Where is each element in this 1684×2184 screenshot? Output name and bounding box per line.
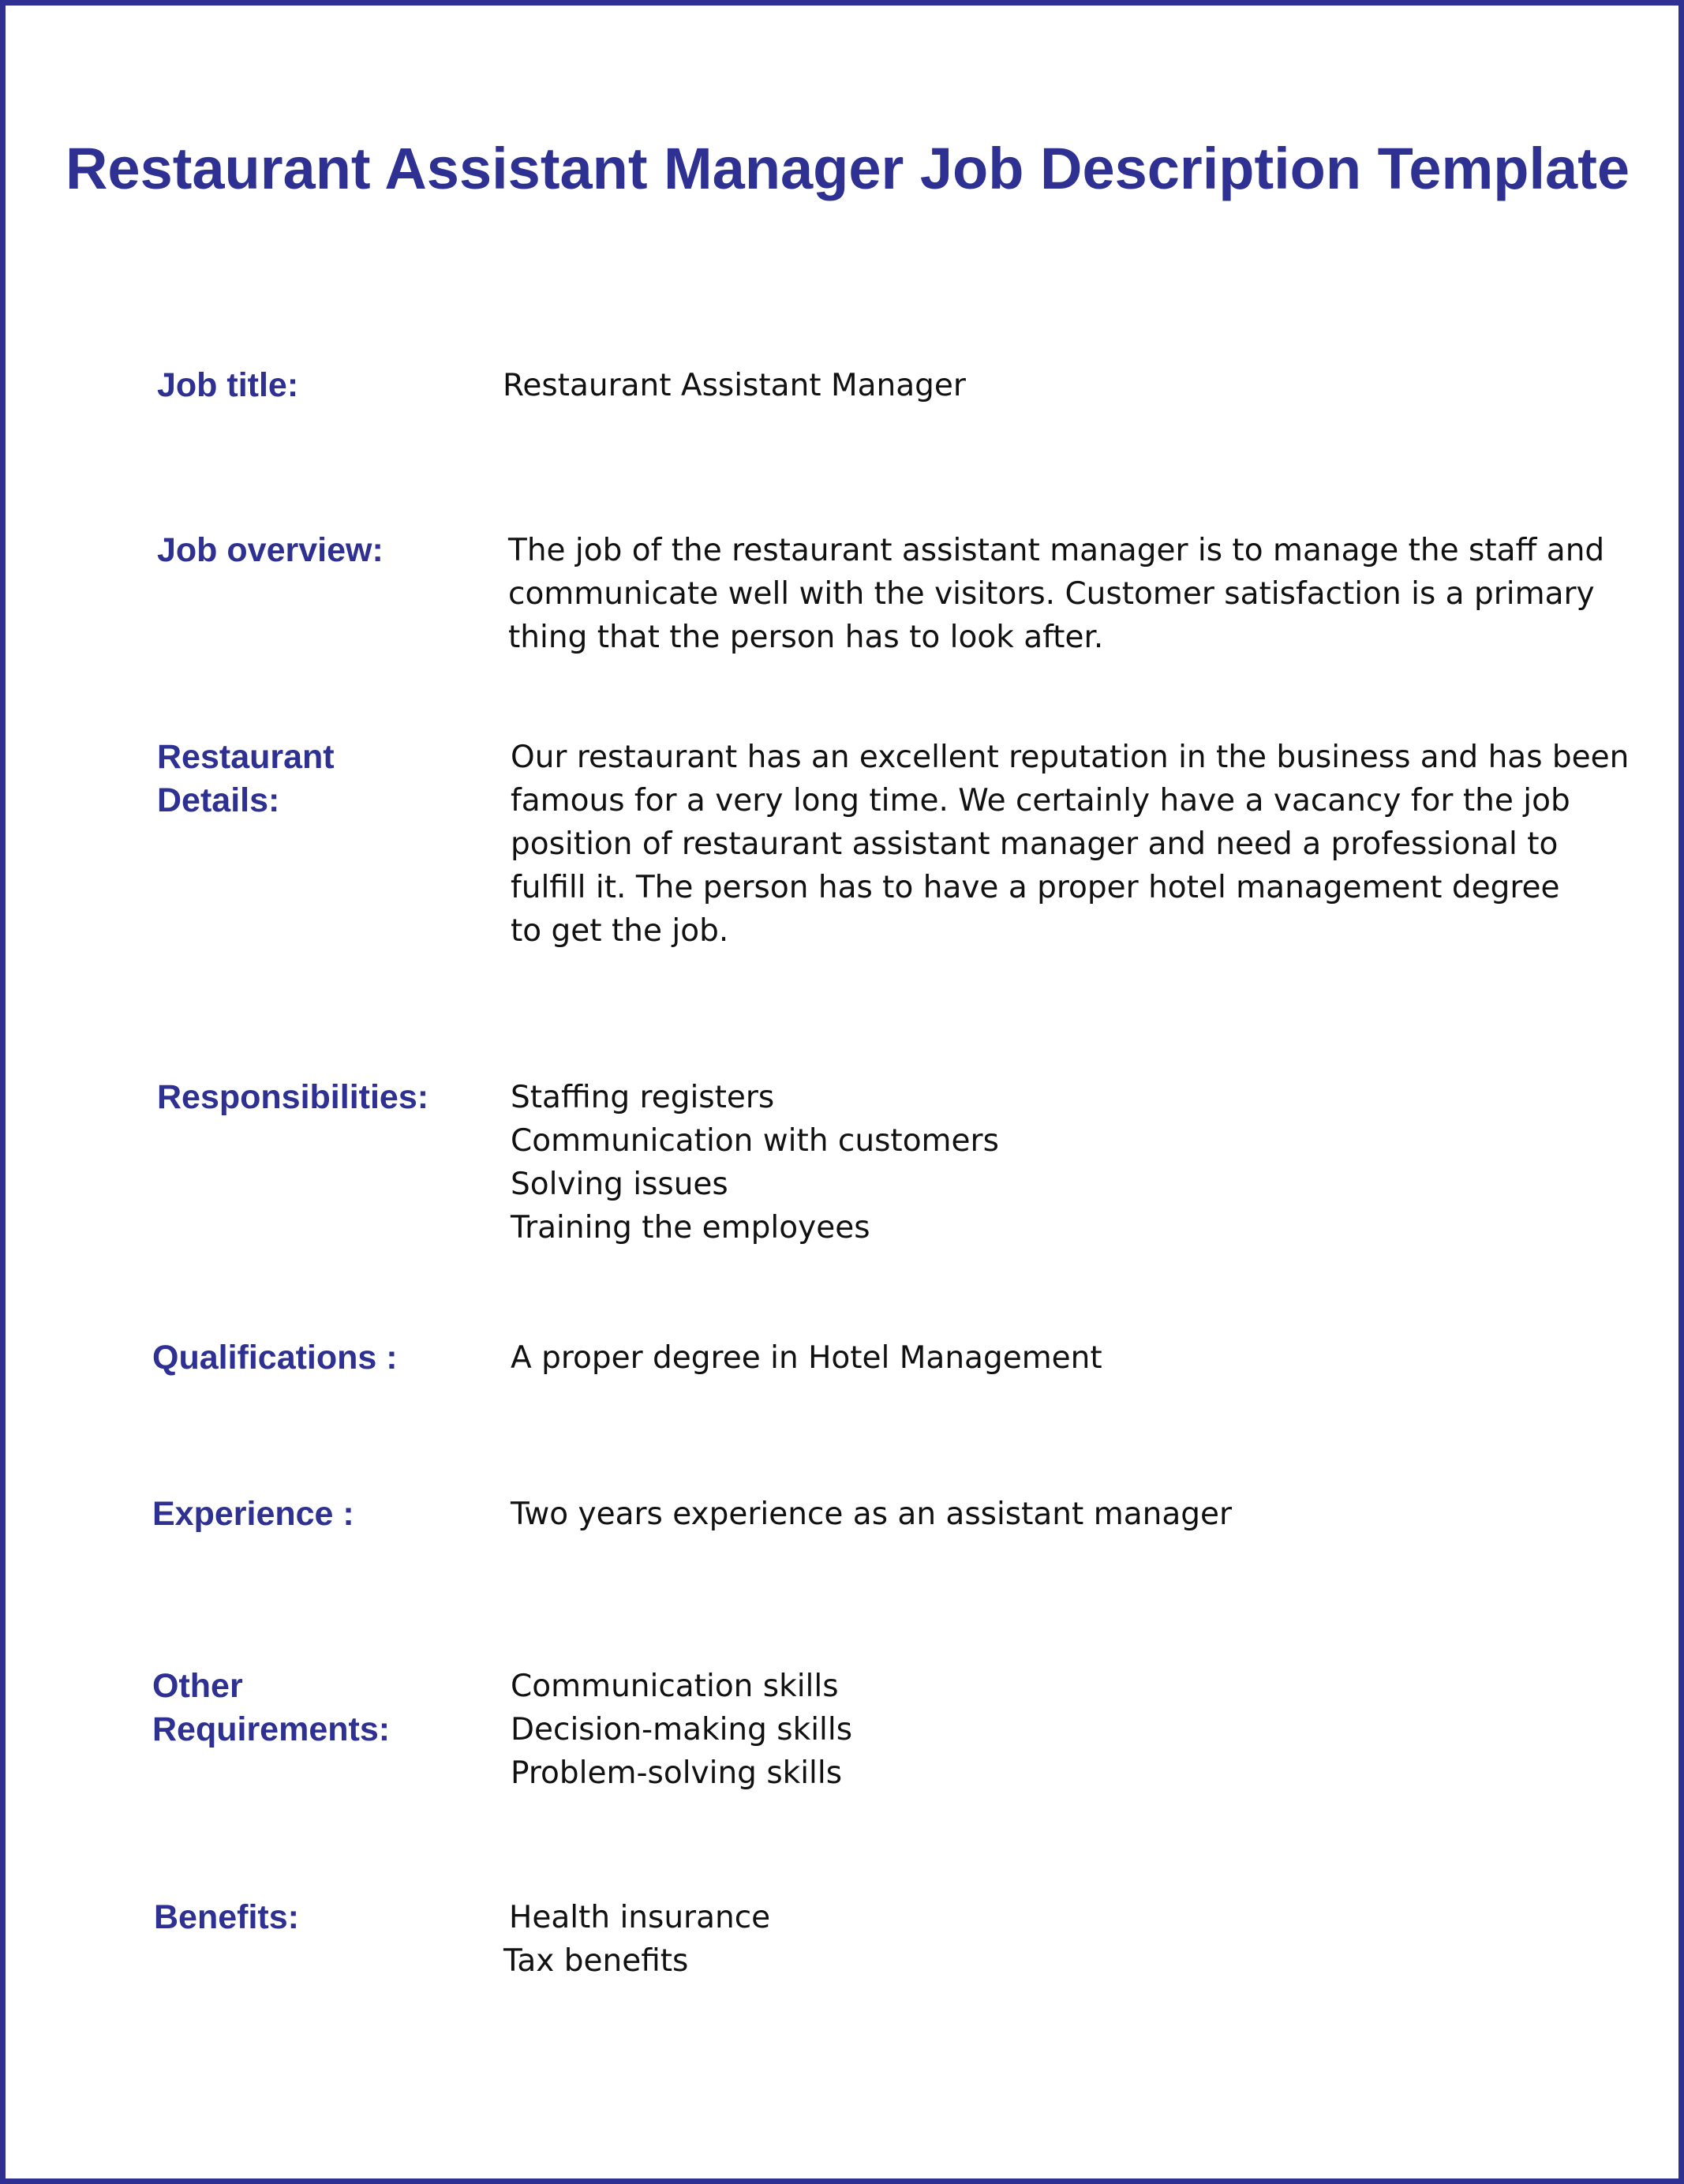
other-requirements-label-line2: Requirements: [152, 1710, 391, 1748]
job-overview-value: The job of the restaurant assistant manager is to manage the staff and communicate well with the visitors. Customer satisfaction is a primary thing that the person has to look after. [508, 533, 1605, 655]
experience-value: Two years experience as an assistant manager [511, 1497, 1233, 1532]
list-item: Staffing registers [511, 1080, 775, 1115]
list-item: Solving issues [511, 1167, 728, 1202]
list-item: Health insurance [509, 1900, 771, 1935]
benefits-list [503, 1896, 771, 1983]
restaurant-details-label-line2: Details: [157, 781, 280, 819]
list-item: Communication with customers [511, 1123, 999, 1159]
list-item: Tax benefits [503, 1943, 689, 1979]
other-requirements-label-line1: Other [152, 1667, 243, 1705]
job-overview-label: Job overview: [157, 531, 384, 569]
benefits-label: Benefits: [154, 1898, 299, 1936]
list-item: Decision-making skills [511, 1712, 853, 1748]
other-requirements-list [511, 1665, 852, 1795]
list-item: Training the employees [511, 1210, 870, 1246]
qualifications-value: A proper degree in Hotel Management [511, 1340, 1102, 1376]
responsibilities-list [511, 1076, 999, 1249]
list-item: Communication skills [511, 1669, 839, 1704]
job-title-label: Job title: [157, 366, 299, 404]
job-title-value: Restaurant Assistant Manager [503, 368, 966, 403]
restaurant-details-label-line1: Restaurant [157, 738, 335, 776]
page-title: Restaurant Assistant Manager Job Description Template [65, 136, 1630, 201]
qualifications-label: Qualifications : [152, 1339, 398, 1377]
experience-label: Experience : [152, 1495, 354, 1533]
responsibilities-label: Responsibilities: [157, 1078, 429, 1116]
restaurant-details-value: Our restaurant has an excellent reputation in the business and has been famous for a very long time. We certainly have a vacancy for the job position of restaurant assistant manager and need a professional to fulfill it. The person has to have a proper hotel management degree to get the job. [511, 740, 1630, 949]
list-item: Problem-solving skills [511, 1755, 843, 1791]
